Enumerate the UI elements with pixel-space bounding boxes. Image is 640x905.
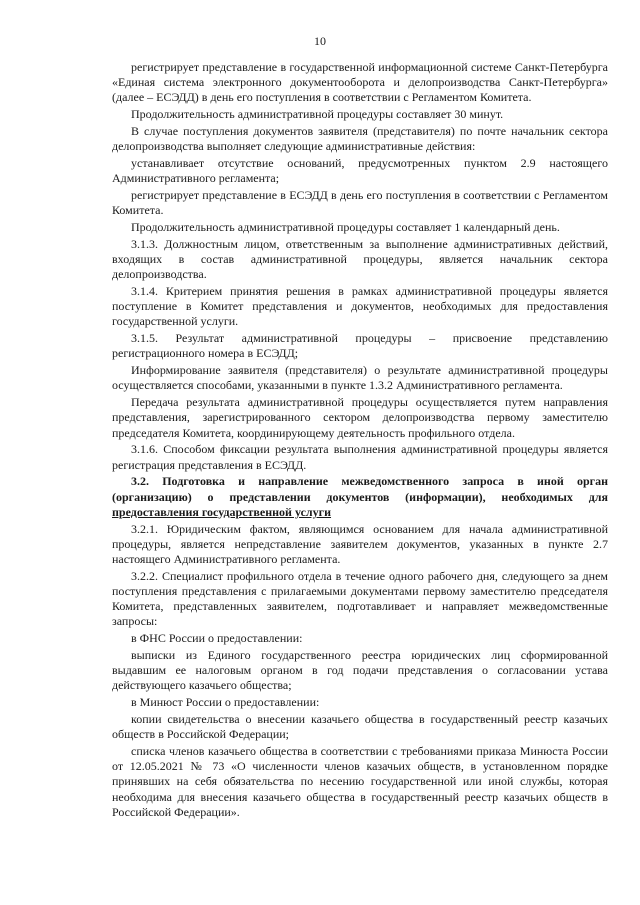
paragraph: 3.1.3. Должностным лицом, ответственным за выполнение административных действий, входящих в состав административной процедуры, является начальник сектора делопроизводства. <box>112 236 608 282</box>
paragraph: 3.1.6. Способом фиксации результата выполнения административной процедуры является регистрация представления в ЕСЭДД. <box>112 442 608 472</box>
paragraph: 3.1.5. Результат административной процедуры – присвоение представлению регистрационного номера в ЕСЭДД; <box>112 331 608 361</box>
page-number: 10 <box>314 34 326 48</box>
paragraph: Информирование заявителя (представителя) о результате административной процедуры осуществляется способами, указанными в пункте 1.3.2 Административного регламента. <box>112 363 608 393</box>
paragraph: 3.2.1. Юридическим фактом, являющимся основанием для начала административной процедуры, является непредставление заявителем документов, указанных в пункте 2.7 настоящего Административного регламента. <box>112 521 608 567</box>
paragraph: в Минюст России о предоставлении: <box>131 695 320 710</box>
paragraph: В случае поступления документов заявителя (представителя) по почте начальник сектора делопроизводства выполняет следующие административные действия: <box>112 124 608 154</box>
paragraph: в ФНС России о предоставлении: <box>131 631 303 646</box>
paragraph: выписки из Единого государственного реестра юридических лиц сформированной выдавшим ее налоговым органом в год подачи представления о согласовании устава действующего казачьего общества; <box>112 648 608 693</box>
document-body <box>112 60 608 822</box>
section-heading <box>112 474 608 520</box>
paragraph: 3.2.2. Специалист профильного отдела в течение одного рабочего дня, следующего за днем поступления представления с прилагаемыми документами первому заместителю председателя Комитета, представленных заявителем, подготавливает и направляет межведомственные запросы: <box>112 568 608 629</box>
paragraph: 3.1.4. Критерием принятия решения в рамках административной процедуры является поступление в Комитет представления и документов, необходимых для предоставления государственной услуги. <box>112 284 608 329</box>
paragraph: Передача результата административной процедуры осуществляется путем направления представления, зарегистрированного сектором делопроизводства первому заместителю председателя Комитета, координирующему деятельность профильного отдела. <box>112 395 608 440</box>
section-heading-underlined: предоставления государственной услуги <box>112 504 332 519</box>
paragraph: регистрирует представление в ЕСЭДД в день его поступления в соответствии с Регламентом Комитета. <box>112 188 608 218</box>
paragraph: Продолжительность административной процедуры составляет 1 календарный день. <box>131 220 560 234</box>
paragraph: регистрирует представление в государственной информационной системе Санкт-Петербурга «Единая система электронного документооборота и делопроизводства Санкт-Петербурга» (далее – ЕСЭДД) в день его поступления в соответствии с Регламентом Комитета. <box>112 60 608 105</box>
paragraph: устанавливает отсутствие оснований, предусмотренных пунктом 2.9 настоящего Административного регламента; <box>112 156 608 186</box>
section-heading-lead: 3.2. Подготовка и направление межведомственного запроса в иной орган (организацию) о представлении документов (информации), необходимых для <box>112 474 608 504</box>
paragraph: списка членов казачьего общества в соответствии с требованиями приказа Минюста России от 12.05.2021 № 73 «О численности членов казачьих обществ, в установленном порядке принявших на себя обязательства по несению государственной или иной службы, которая необходима для внесения казачьего общества в государственный реестр казачьих обществ в Российской Федерации». <box>112 744 608 819</box>
paragraph: копии свидетельства о внесении казачьего общества в государственный реестр казачьих обществ в Российской Федерации; <box>112 712 608 742</box>
paragraph: Продолжительность административной процедуры составляет 30 минут. <box>131 107 504 122</box>
